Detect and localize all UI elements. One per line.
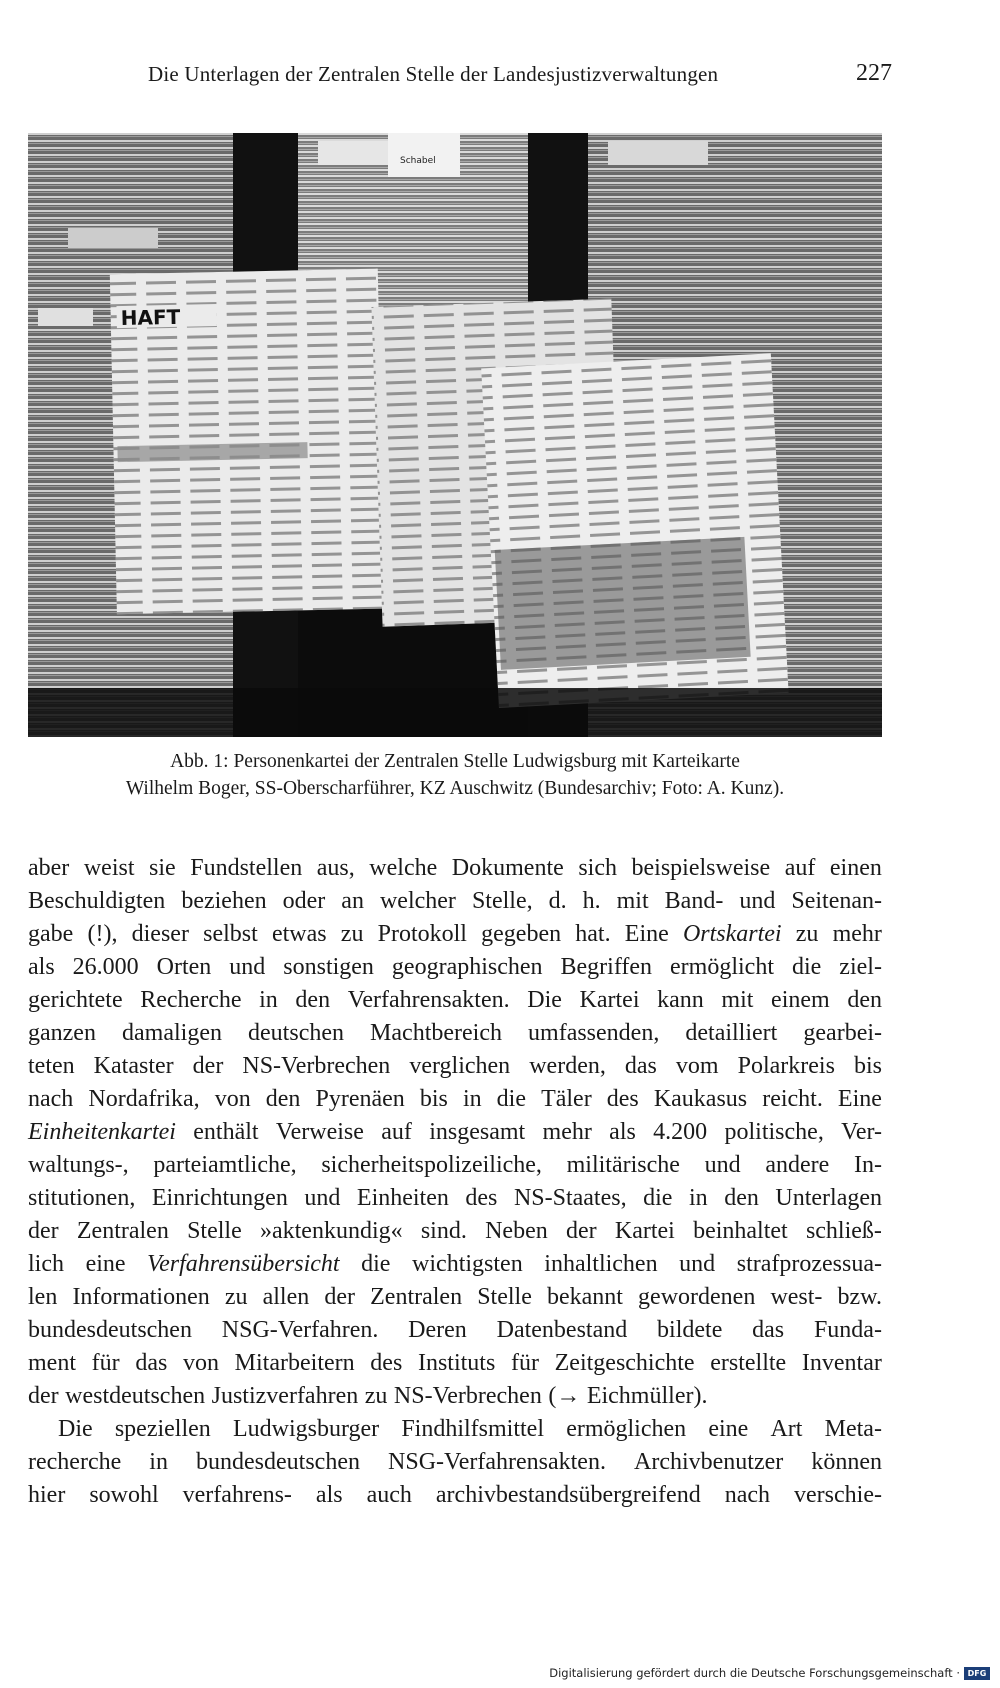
word: der [565,1218,597,1244]
dfg-logo-icon: DFG [964,1667,990,1680]
word: recherche [28,1449,122,1475]
word: zu [364,1383,388,1409]
word: Ludwigsburger [232,1416,380,1442]
word: gegeben [481,921,562,947]
word: wichtigsten [412,1251,523,1277]
word: in [149,1449,168,1475]
word: den [724,1185,759,1211]
italic-term: Einheitenkartei [28,1119,176,1145]
word: Kataster [93,1053,174,1079]
text-line [28,1050,882,1083]
word: Eichmüller). [586,1383,708,1409]
word: und [704,1152,741,1178]
word: Seitenan- [791,888,882,914]
word: eine [708,1416,749,1442]
word: speziellen [114,1416,211,1442]
word: parteiamtliche, [153,1152,297,1178]
caption-line: Abb. 1: Personenkartei der Zentralen Stelle Ludwigsburg mit Karteikarte [170,751,740,772]
word: NS-Verbrechen [393,1383,542,1409]
page-number: 227 [856,60,892,86]
word: verfahrens- [182,1482,292,1508]
index-tab [388,133,460,177]
drawer-tab [608,141,708,165]
word: inhaltlichen [544,1251,658,1277]
word: mehr [542,1119,592,1145]
word: den [847,987,882,1013]
word: beziehen [181,888,267,914]
text-line [28,1281,882,1314]
word: militärische [566,1152,680,1178]
word: Beschuldigten [28,888,166,914]
word: Recherche [140,987,242,1013]
word: einen [829,855,882,881]
word: können [811,1449,882,1475]
word: Täler [541,1086,592,1112]
word: die [643,1185,673,1211]
word: in [259,987,278,1013]
word: beispielsweise [631,855,771,881]
word: auch [366,1482,412,1508]
word: geographischen [391,954,543,980]
text-line [28,885,882,918]
word: Justizverfahren [211,1383,359,1409]
word: lich [28,1251,64,1277]
word: Pyrenäen [315,1086,405,1112]
word: sind. [420,1218,467,1244]
digitization-footer [549,1664,990,1682]
text-line [28,1380,882,1413]
word: verglichen [409,1053,511,1079]
word: oder [282,888,326,914]
word: auf [784,855,816,881]
word: aus, [316,855,355,881]
word: Zentralen [370,1284,463,1310]
word: und [679,1251,716,1277]
word: zu [795,921,819,947]
word: 26.000 [72,954,139,980]
word: bundesdeutschen [196,1449,360,1475]
word: Stelle [187,1218,242,1244]
word: ermöglichen [566,1416,687,1442]
word: bekannt [546,1284,623,1310]
word: nach [28,1086,74,1112]
word: mit [616,888,649,914]
word: NS-Staates, [513,1185,627,1211]
running-title: Die Unterlagen der Zentralen Stelle der Landesjustizverwaltungen [148,62,719,86]
word: die [361,1251,391,1277]
word: ziel- [839,954,882,980]
index-tab-label: Schabel [400,156,436,166]
word: politische, [724,1119,824,1145]
word: ment [28,1350,76,1376]
running-head [148,60,892,94]
text-line [28,1446,882,1479]
word: der [324,1284,356,1310]
word: Eine [837,1086,882,1112]
word: Zeitgeschichte [554,1350,695,1376]
word: als [609,1119,636,1145]
word: bildete [657,1317,723,1343]
word: Einrichtungen [151,1185,288,1211]
word: Informationen [72,1284,210,1310]
word: der [192,1053,224,1079]
text-line [28,1248,882,1281]
word: Zentralen [76,1218,169,1244]
word: beinhaltet [693,1218,788,1244]
drawer-tab [68,228,158,248]
word: (→ [548,1383,581,1409]
word: detailliert [685,1020,778,1046]
drawer-tab [38,308,93,326]
text-line [28,1347,882,1380]
word: von [214,1086,251,1112]
word: Verfahrensakten. [347,987,510,1013]
word: Fundstellen [190,855,303,881]
word: nach [724,1482,771,1508]
word: mehr [832,921,882,947]
word: strafprozessua- [736,1251,882,1277]
word: Einheiten [356,1185,449,1211]
text-line [28,1083,882,1116]
word: bis [853,1053,882,1079]
word: reicht. [762,1086,823,1112]
word: etwas [271,921,327,947]
word: und [229,954,266,980]
card-haft [110,269,385,615]
italic-term: Ortskartei [682,921,782,947]
word: selbst [203,921,258,947]
word: Inventar [801,1350,882,1376]
text-line [28,1149,882,1182]
text-line [28,1215,882,1248]
word: in [688,1185,708,1211]
word: werden, [529,1053,606,1079]
text-line [28,1017,882,1050]
word: archivbestandsübergreifend [435,1482,701,1508]
word: als [315,1482,343,1508]
word: erstellte [710,1350,787,1376]
word: d. [548,888,567,914]
word: als [28,954,55,980]
word: sie [149,855,176,881]
word: ermöglicht [670,954,774,980]
word: kann [657,987,704,1013]
word: auf [381,1119,412,1145]
word: die [791,954,822,980]
word: NS-Verbrechen [242,1053,391,1079]
word: von [183,1350,219,1376]
word: den [295,987,331,1013]
italic-term: Verfahrensübersicht [147,1251,340,1277]
word: Begriffen [560,954,653,980]
word: ganzen [28,1020,96,1046]
word: enthält [193,1119,259,1145]
word: hat. [575,921,611,947]
word: Band- [664,888,724,914]
word: mit [721,987,754,1013]
word: für [91,1350,120,1376]
word: gearbei- [803,1020,882,1046]
word: aber [28,855,70,881]
text-line [28,984,882,1017]
caption-line: Wilhelm Boger, SS-Oberscharführer, KZ Auschwitz (Bundesarchiv; Foto: A. Kunz). [125,778,785,799]
word: für [510,1350,539,1376]
text-line [28,1479,882,1512]
word: sich [578,855,617,881]
word: west- [770,1284,823,1310]
word: zu [224,1284,248,1310]
word: Meta- [824,1416,882,1442]
card-urteil [481,353,788,708]
footer-text: Digitalisierung gefördert durch die Deutsche Forschungsgemeinschaft · [549,1666,960,1680]
word: Dokumente [451,855,564,881]
word: das [624,1053,657,1079]
word: bis [419,1086,448,1112]
word: insgesamt [429,1119,526,1145]
word: sicherheitspolizeiliche, [321,1152,542,1178]
word: gerichtete [28,987,123,1013]
word: welche [369,855,438,881]
word: an [341,888,364,914]
word: und [304,1185,341,1211]
text-line [28,951,882,984]
word: Nordafrika, [88,1086,200,1112]
word: Protokoll [377,921,467,947]
word: deutschen [248,1020,344,1046]
figure-photo [28,133,882,737]
word: schließ- [805,1218,882,1244]
word: Ver- [841,1119,882,1145]
word: des [370,1350,403,1376]
word: und [739,888,776,914]
word: Findhilfsmittel [401,1416,545,1442]
word: das [135,1350,168,1376]
word: Kaukasus [653,1086,748,1112]
word: in [462,1086,482,1112]
word: Archivbenutzer [634,1449,784,1475]
word: Stelle [477,1284,532,1310]
word: gewordenen [638,1284,756,1310]
word: Deren [408,1317,467,1343]
word: welcher [379,888,456,914]
word: der [28,1383,59,1409]
word: Art [770,1416,803,1442]
word: Datenbestand [496,1317,628,1343]
word: allen [262,1284,310,1310]
word: das [752,1317,785,1343]
word: verschie- [794,1482,882,1508]
word: »aktenkundig« [259,1218,403,1244]
word: Instituts [417,1350,496,1376]
word: Verweise [275,1119,364,1145]
text-line [28,918,882,951]
word: waltungs-, [28,1152,129,1178]
word: dieser [131,921,189,947]
word: NSG-Verfahren. [221,1317,379,1343]
text-line [28,1116,882,1149]
word: Funda- [813,1317,882,1343]
word: den [265,1086,301,1112]
word: Die [58,1416,93,1442]
word: der [28,1218,59,1244]
word: weist [83,855,135,881]
word: bundesdeutschen [28,1317,192,1343]
word: sowohl [89,1482,159,1508]
word: damaligen [122,1020,222,1046]
word: Machtbereich [370,1020,502,1046]
word: hier [28,1482,66,1508]
card-haft-label: HAFT [120,304,181,331]
word: stitutionen, [28,1185,136,1211]
word: Neben [485,1218,548,1244]
word: In- [853,1152,882,1178]
word: Kartei [614,1218,675,1244]
word: eine [85,1251,126,1277]
word: (!), [87,921,118,947]
word: Kartei [579,987,640,1013]
word: des [606,1086,639,1112]
word: des [465,1185,498,1211]
text-line [28,852,882,885]
text-line [28,1314,882,1347]
word: Mitarbeitern [234,1350,355,1376]
word: umfassenden, [528,1020,660,1046]
text-line [28,1182,882,1215]
word: h. [582,888,601,914]
word: gabe [28,921,74,947]
word: westdeutschen [65,1383,206,1409]
figure-caption [28,748,882,802]
word: die [496,1086,526,1112]
word: Eine [624,921,669,947]
text-line [28,1413,882,1446]
word: Orten [156,954,212,980]
word: NSG-Verfahrensakten. [388,1449,606,1475]
word: zu [340,921,364,947]
word: Die [527,987,562,1013]
body-text [28,852,882,1512]
word: Unterlagen [775,1185,882,1211]
word: Polarkreis [737,1053,835,1079]
word: sonstigen [283,954,374,980]
word: teten [28,1053,75,1079]
word: Stelle, [471,888,533,914]
word: bzw. [837,1284,882,1310]
word: vom [675,1053,719,1079]
word: einem [771,987,830,1013]
word: len [28,1284,58,1310]
word: andere [765,1152,830,1178]
word: 4.200 [653,1119,708,1145]
